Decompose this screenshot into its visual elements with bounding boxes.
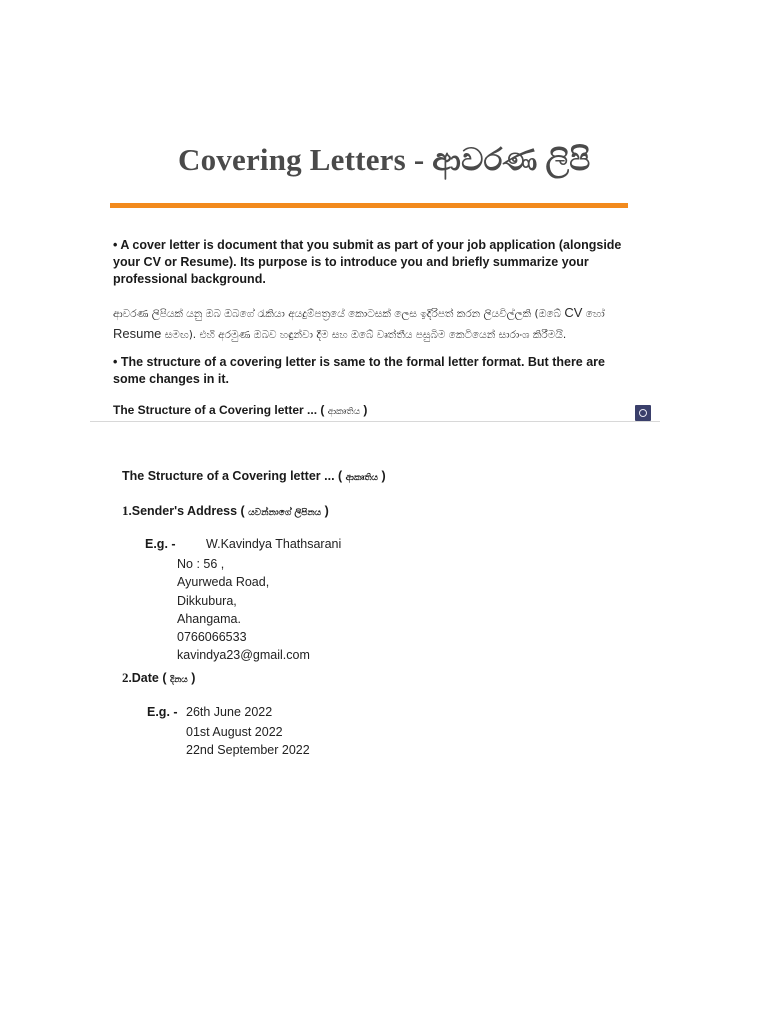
slide2-heading-text: The Structure of a Covering letter ... (	[122, 469, 346, 483]
section-title-close: )	[321, 504, 329, 518]
structure-heading-sinhala: ආකෘතිය	[327, 407, 361, 417]
address-lines	[177, 555, 310, 665]
sinhala-text-c: සමඟ). එහි අරමුණ ඔබව හඳුන්වා දීම සහ ඔබේ වෘත්තීය පසුබිම කෙටියෙන් සාරාංශ කිරීමයි.	[161, 329, 567, 341]
section-title-sinhala: දිනය	[169, 675, 188, 685]
structure-heading-close: )	[360, 403, 368, 417]
address-line: No : 56 ,	[177, 557, 225, 571]
section-number: 2.	[122, 670, 132, 685]
date-example: 22nd September 2022	[186, 743, 310, 758]
university-crest-icon	[635, 405, 651, 421]
section-senders-address	[122, 503, 329, 519]
example-label: E.g. -	[145, 537, 176, 551]
section-title-sinhala: යවන්නාගේ ලිපිනය	[248, 508, 322, 518]
sinhala-text-b: හෝ	[582, 308, 605, 320]
slide-divider	[90, 421, 660, 422]
sinhala-resume-term: Resume	[113, 326, 162, 341]
structure-heading-text: The Structure of a Covering letter ... (	[113, 403, 328, 417]
date-examples	[186, 723, 310, 760]
section-date	[122, 670, 195, 686]
sinhala-text-a: ආවරණ ලිපියක් යනු ඔබ ඔබගේ රැකියා අයදුම්පත්‍රයේ කොටසක් ලෙස ඉදිරිපත් කරන ලියවිල්ලකි (ඔබේ	[113, 308, 565, 320]
address-line: Ahangama.	[177, 611, 241, 626]
address-line: W.Kavindya Thathsarani	[206, 537, 342, 551]
example-label: E.g. -	[147, 705, 178, 719]
sinhala-definition	[113, 303, 638, 345]
date-example: 01st August 2022	[186, 725, 283, 739]
section-title-close: )	[187, 671, 196, 685]
slide-title: Covering Letters - ආවරණ ලිපි	[178, 142, 591, 177]
sinhala-cv-term: CV	[564, 305, 583, 320]
date-example: 26th June 2022	[186, 705, 273, 719]
section-title: Date (	[131, 671, 170, 685]
slide2-heading	[122, 469, 386, 483]
structure-heading	[113, 403, 367, 417]
slide-structure-details	[95, 462, 665, 792]
cover-letter-definition: • A cover letter is document that you submit as part of your job application (alongside your CV or Resume). Its purpose is to introduce you and briefly summarize your professional background.	[113, 238, 622, 286]
section-title: Sender's Address (	[131, 504, 249, 518]
slide2-heading-sinhala: ආකෘතිය	[345, 473, 379, 483]
title-accent-rule	[110, 203, 628, 208]
slide2-heading-close: )	[378, 469, 386, 483]
phone-number: 0766066533	[177, 630, 247, 645]
structure-statement: • The structure of a covering letter is same to the formal letter format. But there are some changes in it.	[113, 355, 605, 386]
section-number: 1.	[122, 503, 132, 518]
address-line: Ayurweda Road,	[177, 575, 270, 590]
address-line: Dikkubura,	[177, 593, 237, 608]
slide-covering-letters-intro	[90, 120, 660, 425]
email-address: kavindya23@gmail.com	[177, 648, 310, 663]
